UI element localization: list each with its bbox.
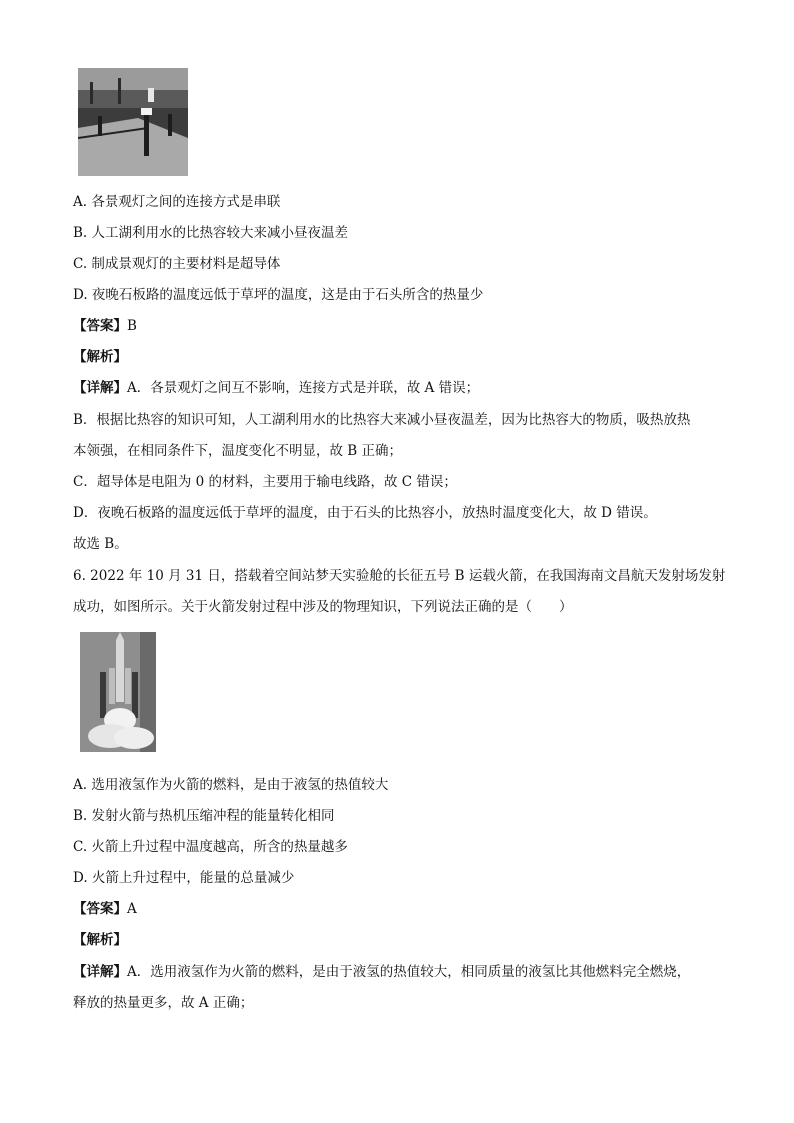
- q5-analysis-tag: 【解析】: [73, 349, 127, 365]
- rocket-launch-photo: [80, 632, 156, 752]
- q6-stem-line-1: 6. 2022 年 10 月 31 日，搭载着空间站梦天实验舱的长征五号 B 运载火箭，在我国海南文昌航天发射场发射: [73, 568, 726, 584]
- q6-answer-tag: 【答案】: [73, 901, 127, 917]
- q6-option-b: B. 发射火箭与热机压缩冲程的能量转化相同: [73, 808, 335, 824]
- q5-detail-line-5: D．夜晚石板路的温度远低于草坪的温度，由于石头的比热容小，放热时温度变化大，故 D 错误。: [73, 505, 657, 521]
- q5-option-d: D. 夜晚石板路的温度远低于草坪的温度，这是由于石头所含的热量少: [73, 287, 484, 303]
- q5-detail-line-3: 本领强，在相同条件下，温度变化不明显，故 B 正确；: [73, 443, 403, 459]
- q6-detail-text-1: A．选用液氢作为火箭的燃料，是由于液氢的热值较大，相同质量的液氢比其他燃料完全燃烧，: [127, 964, 691, 980]
- q5-conclusion: 故选 B。: [73, 536, 128, 552]
- q5-option-c: C. 制成景观灯的主要材料是超导体: [73, 256, 281, 272]
- q6-detail-line-2: 释放的热量更多，故 A 正确；: [73, 995, 254, 1011]
- q6-stem-line-2: 成功，如图所示。关于火箭发射过程中涉及的物理知识，下列说法正确的是（ ）: [73, 599, 573, 615]
- q6-detail-tag: 【详解】: [73, 964, 127, 980]
- q5-detail-tag: 【详解】: [73, 380, 127, 396]
- q6-answer-value: A: [127, 901, 137, 917]
- q6-option-c: C. 火箭上升过程中温度越高，所含的热量越多: [73, 839, 348, 855]
- q5-detail-line-2: B．根据比热容的知识可知，人工湖利用水的比热容大来减小昼夜温差，因为比热容大的物质，吸热放热: [73, 412, 691, 428]
- q5-detail-line-1: [73, 378, 479, 398]
- q6-option-d: D. 火箭上升过程中，能量的总量减少: [73, 870, 295, 886]
- q5-detail-text-1: A．各景观灯之间互不影响，连接方式是并联，故 A 错误；: [127, 380, 480, 396]
- q6-detail-line-1: [73, 962, 690, 982]
- landscape-lights-photo: [78, 68, 188, 176]
- q6-analysis-tag: 【解析】: [73, 932, 127, 948]
- q6-answer: [73, 899, 137, 919]
- q5-option-b: B. 人工湖利用水的比热容较大来减小昼夜温差: [73, 225, 349, 241]
- q5-detail-line-4: C．超导体是电阻为 0 的材料，主要用于输电线路，故 C 错误；: [73, 474, 457, 490]
- q5-option-a: A. 各景观灯之间的连接方式是串联: [73, 194, 281, 210]
- q6-option-a: A. 选用液氢作为火箭的燃料，是由于液氢的热值较大: [73, 777, 389, 793]
- q5-answer-value: B: [127, 318, 137, 334]
- q5-answer-tag: 【答案】: [73, 318, 127, 334]
- q5-answer: [73, 316, 137, 336]
